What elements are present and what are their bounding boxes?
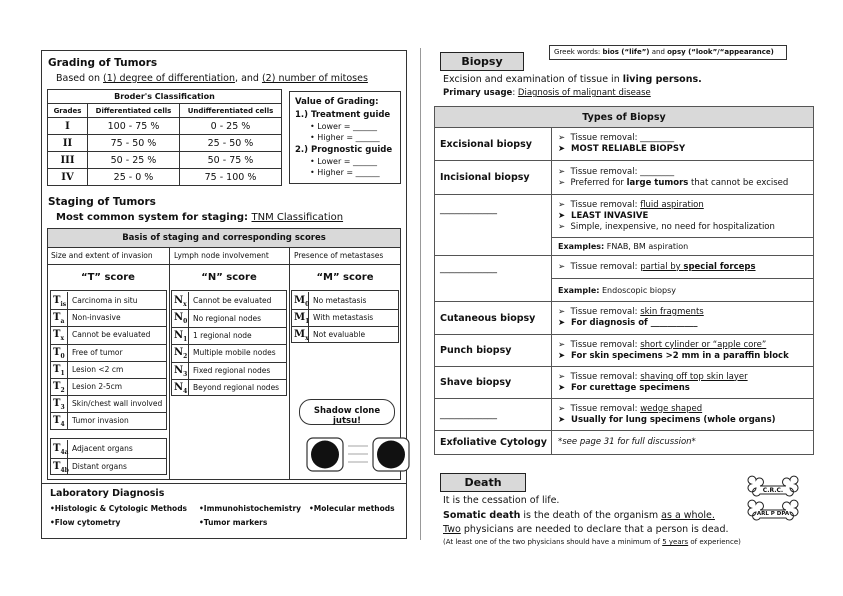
table-row: Excisional biopsy ➢ Tissue removal: ________ ➤ MOST RELIABLE BIOPSY bbox=[435, 128, 814, 161]
lab-item-markers: •Tumor markers bbox=[199, 518, 268, 527]
exfoliative-note: *see page 31 for full discussion* bbox=[552, 431, 814, 455]
type-name-blank-1: ____________ bbox=[435, 195, 552, 256]
t-score-description: Lesion 2-5cm bbox=[72, 382, 123, 392]
n-score-title: “N” score bbox=[201, 272, 257, 283]
m-score-title: “M” score bbox=[316, 272, 374, 283]
t-score-list bbox=[50, 290, 167, 430]
t4-score-description: Adjacent organs bbox=[72, 444, 133, 454]
t4-score-row bbox=[51, 458, 127, 476]
treatment-guide: 1.) Treatment guide bbox=[295, 110, 391, 120]
death-label: Death bbox=[440, 473, 526, 492]
bone-text-2: ARL P DPA bbox=[756, 511, 790, 517]
t-score-description: Tumor invasion bbox=[72, 416, 129, 426]
type-name-exfoliative: Exfoliative Cytology bbox=[435, 431, 552, 455]
lab-title: Laboratory Diagnosis bbox=[50, 488, 165, 499]
table-row: Shave biopsy ➢ Tissue removal: shaving off top skin layer ➤ For curettage specimens bbox=[435, 367, 814, 399]
lab-item-molecular: •Molecular methods bbox=[309, 504, 395, 513]
t-score-description: Skin/chest wall involved bbox=[72, 399, 163, 409]
t-score-symbol: $T_1$ bbox=[51, 361, 68, 378]
t-score-description: Carcinoma in situ bbox=[72, 296, 138, 306]
t-score-description: Free of tumor bbox=[72, 347, 123, 357]
m-score-symbol: $M_x$ bbox=[292, 326, 309, 343]
primary-usage: Primary usage: Diagnosis of malignant disease bbox=[443, 88, 651, 98]
m-score-row bbox=[292, 326, 365, 343]
n-score-row bbox=[172, 309, 261, 326]
t-score-description: Non-invasive bbox=[72, 313, 121, 323]
n-score-row bbox=[172, 292, 271, 309]
death-line-3: Two physicians are needed to declare that a person is dead. bbox=[443, 524, 729, 535]
value-title: Value of Grading: bbox=[295, 97, 379, 107]
m-score-symbol: $M_1$ bbox=[292, 309, 309, 326]
death-line-2: Somatic death is the death of the organism as a whole. bbox=[443, 510, 715, 521]
prognostic-lower: • Lower = ______ bbox=[310, 157, 378, 166]
t4-score-description: Distant organs bbox=[72, 461, 127, 471]
n-score-description: Beyond regional nodes bbox=[193, 383, 280, 393]
type-name-cutaneous: Cutaneous biopsy bbox=[435, 302, 552, 335]
staging-common: Most common system for staging: TNM Classification bbox=[56, 212, 344, 223]
t-score-description: Cannot be evaluated bbox=[72, 330, 151, 340]
types-title: Types of Biopsy bbox=[435, 107, 814, 128]
t-score-description: Lesion <2 cm bbox=[72, 364, 124, 374]
basis-title: Basis of staging and corresponding scores bbox=[48, 229, 400, 247]
biopsy-label: Biopsy bbox=[440, 52, 524, 71]
grading-basis: Based on (1) degree of differentiation, and (2) number of mitoses bbox=[56, 73, 368, 84]
t-score-symbol: $T_{is}$ bbox=[51, 292, 68, 309]
n-score-description: 1 regional node bbox=[193, 330, 252, 340]
prognostic-higher: • Higher = ______ bbox=[310, 168, 380, 177]
t4-score-symbol: $T_{4a}$ bbox=[51, 440, 68, 458]
n-score-symbol: $N_1$ bbox=[172, 327, 189, 344]
header-grades: Grades bbox=[48, 104, 88, 118]
n-score-description: No regional nodes bbox=[193, 313, 261, 323]
t-score-title: “T” score bbox=[81, 272, 135, 283]
m-score-row bbox=[292, 309, 373, 326]
table-row: Incisional biopsy ➢ Tissue removal: ________ ➢ Preferred for large tumors that cannot be excised bbox=[435, 161, 814, 195]
table-row: Examples: FNAB, BM aspiration bbox=[435, 238, 814, 256]
col-head-lymph: Lymph node involvement bbox=[174, 251, 269, 260]
n-score-row bbox=[172, 344, 276, 361]
broders-table bbox=[47, 89, 282, 186]
type-name-shave: Shave biopsy bbox=[435, 367, 552, 399]
t-score-row bbox=[51, 326, 150, 343]
t-score-symbol: $T_a$ bbox=[51, 309, 68, 326]
n-score-row bbox=[172, 362, 270, 379]
greek-words-box: Greek words: bios (“life”) and opsy (“look”/“appearance) bbox=[549, 45, 787, 60]
t-score-row bbox=[51, 395, 162, 412]
col-head-metastases: Presence of metastases bbox=[294, 251, 384, 260]
table-row: ____________ ➢ Tissue removal: partial by special forceps bbox=[435, 256, 814, 279]
n-score-symbol: $N_0$ bbox=[172, 309, 189, 326]
m-score-description: No metastasis bbox=[313, 296, 367, 305]
n-score-symbol: $N_x$ bbox=[172, 292, 189, 309]
m-score-description: Not evaluable bbox=[313, 330, 366, 339]
n-score-symbol: $N_2$ bbox=[172, 344, 189, 361]
lab-item-histologic: •Histologic & Cytologic Methods bbox=[50, 504, 188, 513]
death-line-4: (At least one of the two physicians should have a minimum of 5 years of experience) bbox=[443, 538, 741, 546]
t-score-row bbox=[51, 344, 123, 361]
cartoon-eyes-illustration bbox=[306, 437, 410, 472]
n-score-description: Cannot be evaluated bbox=[193, 296, 272, 306]
t-score-row bbox=[51, 309, 121, 326]
treatment-lower: • Lower = ______ bbox=[310, 122, 378, 131]
speech-text: Shadow clone jutsu! bbox=[313, 406, 381, 426]
t4-score-row bbox=[51, 440, 133, 458]
types-of-biopsy-table bbox=[434, 106, 814, 455]
t4-score-symbol: $T_{4b}$ bbox=[51, 458, 68, 476]
n-score-row bbox=[172, 327, 252, 344]
death-line-1: It is the cessation of life. bbox=[443, 495, 560, 506]
table-row: I 100 - 75 % 0 - 25 % bbox=[48, 118, 282, 135]
t-score-symbol: $T_3$ bbox=[51, 395, 68, 412]
t-score-row bbox=[51, 361, 123, 378]
table-row: Cutaneous biopsy ➢ Tissue removal: skin fragments ➤ For diagnosis of ___________ bbox=[435, 302, 814, 335]
n-score-description: Fixed regional nodes bbox=[193, 365, 271, 375]
t-score-row bbox=[51, 412, 129, 429]
m-score-symbol: $M_0$ bbox=[292, 292, 309, 309]
grading-title: Grading of Tumors bbox=[48, 57, 158, 69]
lab-item-immuno: •Immunohistochemistry bbox=[199, 504, 302, 513]
lab-item-flow: •Flow cytometry bbox=[50, 518, 121, 527]
col-head-size: Size and extent of invasion bbox=[51, 251, 153, 260]
m-score-list bbox=[291, 290, 399, 343]
m-score-row bbox=[292, 292, 366, 309]
table-row: IV 25 - 0 % 75 - 100 % bbox=[48, 169, 282, 186]
n-score-symbol: $N_3$ bbox=[172, 362, 189, 379]
type-name-excisional: Excisional biopsy bbox=[435, 128, 552, 161]
t-score-symbol: $T_x$ bbox=[51, 326, 68, 343]
broders-title: Broder's Classification bbox=[48, 90, 282, 104]
t4-score-list bbox=[50, 438, 167, 475]
n-score-list bbox=[171, 290, 287, 396]
type-name-blank-2: ____________ bbox=[435, 256, 552, 302]
bone-text-1: C.R.C. bbox=[762, 487, 784, 494]
t-score-symbol: $T_2$ bbox=[51, 378, 68, 395]
table-row bbox=[435, 431, 814, 455]
biopsy-definition: Excision and examination of tissue in living persons. bbox=[443, 74, 702, 85]
type-name-blank-3: ____________ bbox=[435, 399, 552, 431]
n-score-description: Multiple mobile nodes bbox=[193, 348, 276, 358]
header-undifferentiated: Undifferentiated cells bbox=[180, 104, 282, 118]
table-row: Example: Endoscopic biopsy bbox=[435, 279, 814, 302]
table-row: III 50 - 25 % 50 - 75 % bbox=[48, 152, 282, 169]
n-score-row bbox=[172, 379, 279, 396]
table-row: ____________ ➢ Tissue removal: fluid aspiration ➤ LEAST INVASIVE ➢ Simple, inexpensive, no need for hospitalization bbox=[435, 195, 814, 238]
type-name-punch: Punch biopsy bbox=[435, 335, 552, 367]
type-name-incisional: Incisional biopsy bbox=[435, 161, 552, 195]
t-score-symbol: $T_4$ bbox=[51, 412, 68, 429]
t-score-symbol: $T_0$ bbox=[51, 344, 68, 361]
t-score-row bbox=[51, 378, 122, 395]
t-score-row bbox=[51, 292, 138, 309]
n-score-symbol: $N_4$ bbox=[172, 379, 189, 396]
treatment-higher: • Higher = ______ bbox=[310, 133, 380, 142]
table-row: II 75 - 50 % 25 - 50 % bbox=[48, 135, 282, 152]
m-score-description: With metastasis bbox=[313, 313, 374, 322]
prognostic-guide: 2.) Prognostic guide bbox=[295, 145, 393, 155]
table-row: Punch biopsy ➢ Tissue removal: short cylinder or “apple core” ➤ For skin specimens >2 mm in a paraffin block bbox=[435, 335, 814, 367]
header-differentiated: Differentiated cells bbox=[88, 104, 180, 118]
staging-title: Staging of Tumors bbox=[48, 196, 156, 208]
table-row: ____________ ➢ Tissue removal: wedge shaped ➤ Usually for lung specimens (whole organs) bbox=[435, 399, 814, 431]
